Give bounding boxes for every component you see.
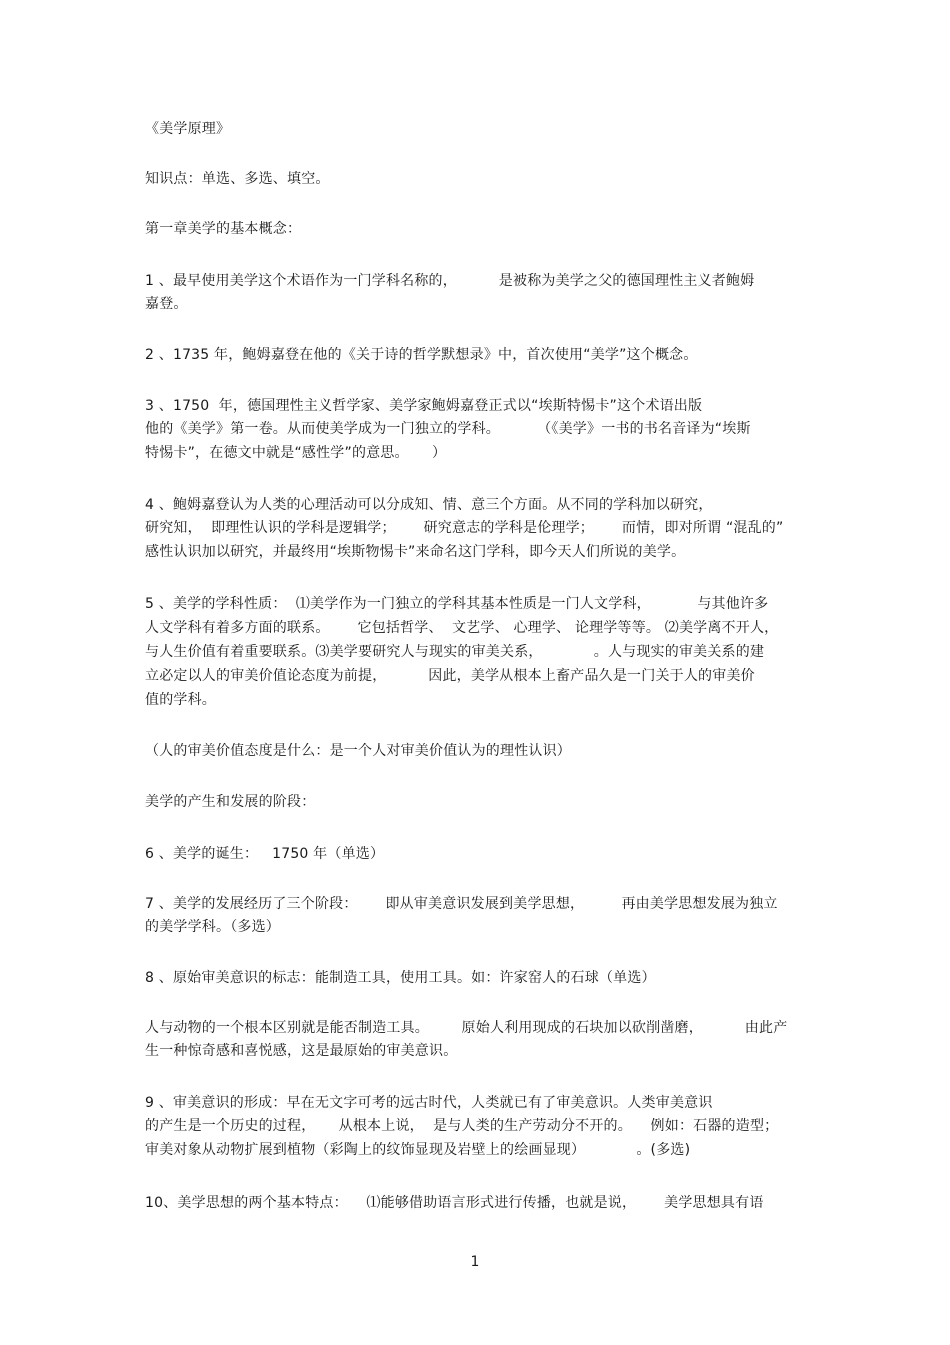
item-9-line-2: 的产生是一个历史的过程， 从根本上说， 是与人类的生产劳动分不开的。 例如：石器的造型； bbox=[145, 1118, 779, 1134]
document-title: 《美学原理》 bbox=[145, 121, 231, 137]
item-5-line-5: 值的学科。 bbox=[145, 692, 216, 708]
item-5-line-4: 立必定以人的审美价值论态度为前提， 因此，美学从根本上畜产品久是一门关于人的审美价 bbox=[145, 668, 755, 684]
item-8-extra-line-1: 人与动物的一个根本区别就是能否制造工具。 原始人利用现成的石块加以砍削凿磨， 由此产 bbox=[145, 1020, 788, 1036]
item-5-line-3: 与人生价值有着重要联系。⑶美学要研究人与现实的审美关系， 。人与现实的审美关系的建 bbox=[145, 644, 765, 660]
item-3-line-2: 他的《美学》第一卷。从而使美学成为一门独立的学科。 （《美学》一书的书名音译为“埃斯 bbox=[145, 421, 751, 437]
item-5-line-2: 人文学科有着多方面的联系。 它包括哲学、 文艺学、 心理学、 论理学等等。 ⑵美学离不开人， bbox=[145, 620, 779, 636]
note-value-attitude: （人的审美价值态度是什么：是一个人对审美价值认为的理性认识） bbox=[145, 743, 571, 759]
item-3-line-1: 3 、1750 年，德国理性主义哲学家、美学家鲍姆嘉登正式以“埃斯特惕卡”这个术语出版 bbox=[145, 398, 703, 414]
item-4-line-3: 感性认识加以研究，并最终用“埃斯物惕卡”来命名这门学科，即今天人们所说的美学。 bbox=[145, 544, 686, 560]
item-7-line-2: 的美学学科。（多选） bbox=[145, 919, 280, 935]
item-9-line-1: 9 、审美意识的形成：早在无文字可考的远古时代，人类就已有了审美意识。人类审美意识 bbox=[145, 1095, 713, 1111]
item-1-line-2: 嘉登。 bbox=[145, 296, 188, 312]
page-number: 1 bbox=[470, 1254, 480, 1270]
item-1-line-1: 1 、最早使用美学这个术语作为一门学科名称的， 是被称为美学之父的德国理性主义者鲍姆 bbox=[145, 273, 755, 289]
section-heading: 美学的产生和发展的阶段： bbox=[145, 794, 316, 810]
item-6: 6 、美学的诞生： 1750 年（单选） bbox=[145, 846, 385, 862]
chapter-heading: 第一章美学的基本概念： bbox=[145, 221, 302, 237]
item-8-extra-line-2: 生一种惊奇感和喜悦感，这是最原始的审美意识。 bbox=[145, 1043, 458, 1059]
item-8: 8 、原始审美意识的标志：能制造工具，使用工具。如：许家窑人的石球（单选） bbox=[145, 970, 656, 986]
item-2-line-1: 2 、1735 年，鲍姆嘉登在他的《关于诗的哲学默想录》中，首次使用“美学”这个概念。 bbox=[145, 347, 698, 363]
item-3-line-3: 特惕卡”，在德文中就是“感性学”的意思。 ） bbox=[145, 445, 447, 461]
item-7-line-1: 7 、美学的发展经历了三个阶段： 即从审美意识发展到美学思想， 再由美学思想发展为独立 bbox=[145, 896, 778, 912]
item-9-line-3: 审美对象从动物扩展到植物（彩陶上的纹饰显现及岩壁上的绘画显现） 。(多选) bbox=[145, 1142, 691, 1158]
item-10: 10、美学思想的两个基本特点： ⑴能够借助语言形式进行传播，也就是说， 美学思想具有语 bbox=[145, 1195, 764, 1211]
item-4-line-2: 研究知， 即理性认识的学科是逻辑学； 研究意志的学科是伦理学； 而情，即对所谓 “混乱的” bbox=[145, 520, 784, 536]
item-5-line-1: 5 、美学的学科性质： ⑴美学作为一门独立的学科其基本性质是一门人文学科， 与其他许多 bbox=[145, 596, 769, 612]
item-4-line-1: 4 、鲍姆嘉登认为人类的心理活动可以分成知、情、意三个方面。从不同的学科加以研究， bbox=[145, 497, 713, 513]
knowledge-points: 知识点：单选、多选、填空。 bbox=[145, 171, 330, 187]
